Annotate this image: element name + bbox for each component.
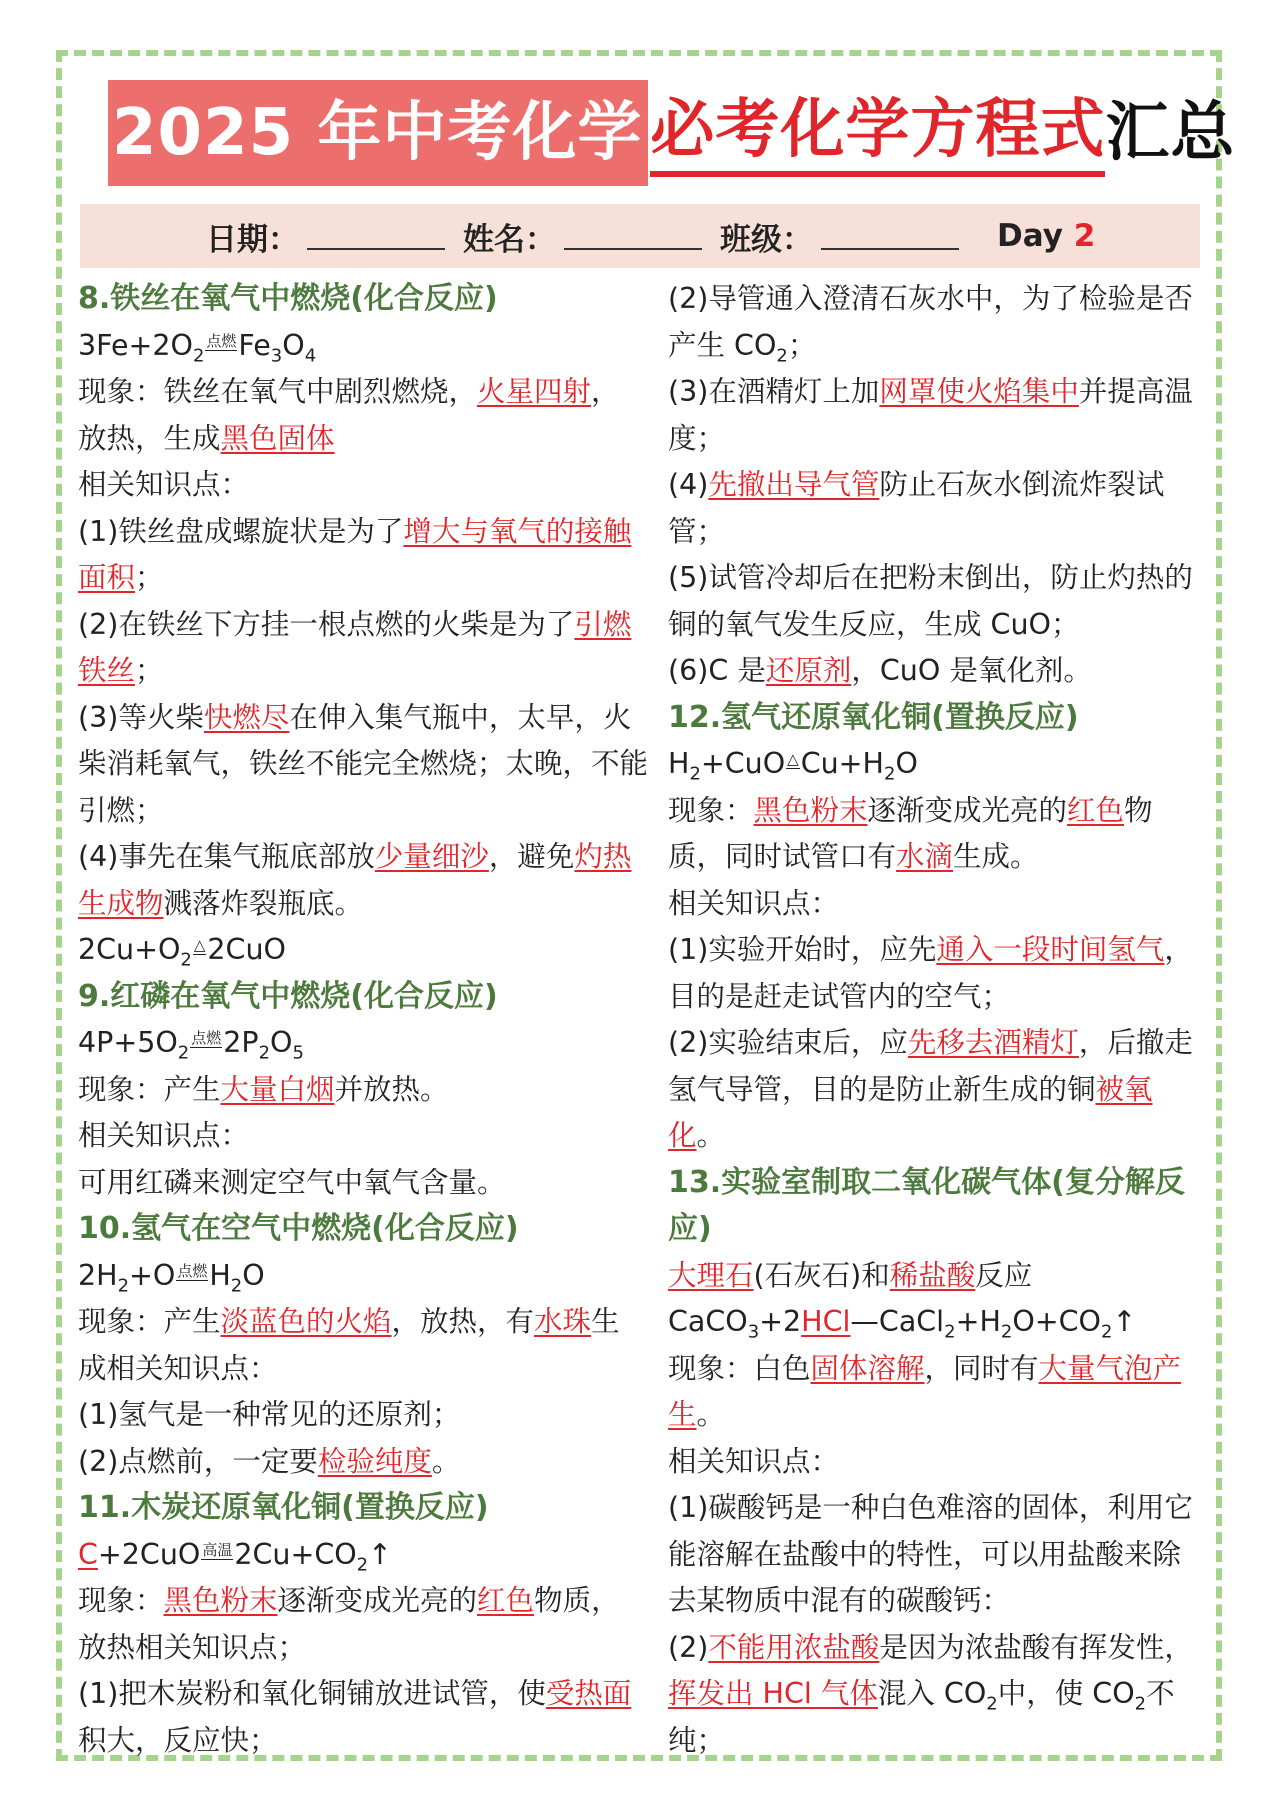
left-column [78, 276, 648, 1764]
day-number: 2 [1073, 218, 1096, 254]
knowledge-point: (1)氢气是一种常见的还原剂； [78, 1398, 461, 1431]
knowledge-point: (5)试管冷却后在把粉末倒出，防止灼热的铜的氧气发生反应，生成 CuO； [668, 561, 1193, 641]
day-text: Day [997, 218, 1063, 254]
knowledge-point: (3)等火柴快燃尽在伸入集气瓶中，太早，火柴消耗氧气，铁丝不能完全燃烧；太晚，不能引燃； [78, 700, 649, 827]
info-bar [80, 204, 1200, 268]
section-heading: 9.红磷在氧气中燃烧(化合反应) [78, 978, 498, 1014]
reaction-condition: 点燃 [191, 1029, 222, 1047]
equation: C+2CuO 高温$2Cu+CO_2↑$ [78, 1537, 392, 1576]
class-field[interactable] [821, 222, 959, 250]
date-label: 日期： [206, 221, 299, 258]
phenomenon-text: 现象：产生大量白烟并放热。 [78, 1072, 449, 1106]
section-heading: 13.实验室制取二氧化碳气体(复分解反应) [668, 1164, 1185, 1246]
knowledge-label: 相关知识点： [668, 886, 840, 920]
reaction-condition: △ [193, 936, 206, 954]
knowledge-point: (1)实验开始时，应先通入一段时间氢气，目的是赶走试管内的空气； [668, 933, 1193, 1013]
reaction-condition: 点燃 [206, 331, 237, 350]
equation: $CaCO_3+2HCl—CaCl_2+H_2O+CO_2↑$ [668, 1305, 1137, 1343]
reaction-condition: 点燃 [177, 1261, 208, 1280]
knowledge-point: (4)先撤出导气管防止石灰水倒流炸裂试管； [668, 468, 1165, 548]
equation: $H_2+CuO$ $\triangle Cu+H_2O$ [668, 747, 918, 785]
name-label: 姓名： [463, 221, 556, 258]
section-heading: 10.氢气在空气中燃烧(化合反应) [78, 1211, 519, 1246]
reaction-condition: △ [787, 750, 799, 768]
knowledge-point: 可用红磷来测定空气中氧气含量。 [78, 1165, 506, 1199]
page-title [108, 80, 1235, 186]
date-field[interactable] [307, 222, 445, 250]
equation: $2Cu+O_2\triangle 2CuO$ [78, 933, 286, 971]
knowledge-point: (6)C 是还原剂，CuO 是氧化剂。 [668, 654, 1092, 687]
knowledge-point: (1)铁丝盘成螺旋状是为了增大与氧气的接触面积； [78, 514, 632, 594]
phenomenon-text: 现象：铁丝在氧气中剧烈燃烧，火星四射，放热，生成黑色固体 [78, 375, 620, 455]
knowledge-point: (1)碳酸钙是一种白色难溶的固体，利用它能溶解在盐酸中的特性，可以用盐酸来除去某物质中混有的碳酸钙： [668, 1491, 1193, 1617]
name-field[interactable] [564, 222, 702, 250]
reactants-text: 大理石(石灰石)和稀盐酸反应 [668, 1258, 1033, 1292]
phenomenon-text: 现象：黑色粉末逐渐变成光亮的红色物质，放热相关知识点； [78, 1584, 620, 1664]
knowledge-point: (1)把木炭粉和氧化铜铺放进试管，使受热面积大，反应快； [78, 1677, 632, 1757]
class-label: 班级： [720, 221, 813, 258]
equation: $4P+5O_2$点燃$2P_2O_5$ [78, 1026, 304, 1064]
section-heading: 8.铁丝在氧气中燃烧(化合反应) [78, 281, 498, 316]
equation: $2H_2+O$ 点燃$H_2O$ [78, 1258, 265, 1297]
knowledge-point: (4)事先在集气瓶底部放少量细沙，避免灼热生成物溅落炸裂瓶底。 [78, 840, 632, 920]
knowledge-point: (2)导管通入澄清石灰水中，为了检验是否产生 $CO_2$； [668, 282, 1193, 367]
title-highlight-part: 必考化学方程式 [650, 89, 1105, 177]
section-heading: 12.氢气还原氧化铜(置换反应) [668, 699, 1079, 735]
equation: $3Fe+2O_2$点燃$Fe_3O_4$ [78, 328, 317, 367]
knowledge-point: (2)在铁丝下方挂一根点燃的火柴是为了引燃铁丝； [78, 607, 632, 687]
phenomenon-text: 现象：白色固体溶解，同时有大量气泡产生。 [668, 1351, 1182, 1431]
reaction-condition: 高温 [202, 1540, 233, 1559]
section-heading: 11.木炭还原氧化铜(置换反应) [78, 1490, 489, 1525]
knowledge-label: 相关知识点： [78, 468, 250, 501]
knowledge-label: 相关知识点： [78, 1119, 250, 1152]
day-label [997, 218, 1095, 254]
knowledge-point: (2)不能用浓盐酸是因为浓盐酸有挥发性，挥发出 HCl 气体混入 $CO_2$中，使 $CO_2$不纯； [668, 1630, 1193, 1757]
knowledge-point: (3)在酒精灯上加网罩使火焰集中并提高温度； [668, 375, 1193, 455]
knowledge-label: 相关知识点： [668, 1444, 840, 1478]
title-end-part: 汇总 [1105, 96, 1236, 170]
title-year-part: 2025 年中考化学 [108, 80, 648, 186]
phenomenon-text: 现象：产生淡蓝色的火焰，放热，有水珠生成相关知识点： [78, 1305, 620, 1385]
knowledge-point: (2)点燃前，一定要检验纯度。 [78, 1444, 461, 1478]
phenomenon-text: 现象：黑色粉末逐渐变成光亮的红色物质，同时试管口有水滴生成。 [668, 793, 1153, 873]
knowledge-point: (2)实验结束后，应先移去酒精灯，后撤走氢气导管，目的是防止新生成的铜被氧化。 [668, 1026, 1193, 1152]
right-column [668, 276, 1208, 1764]
